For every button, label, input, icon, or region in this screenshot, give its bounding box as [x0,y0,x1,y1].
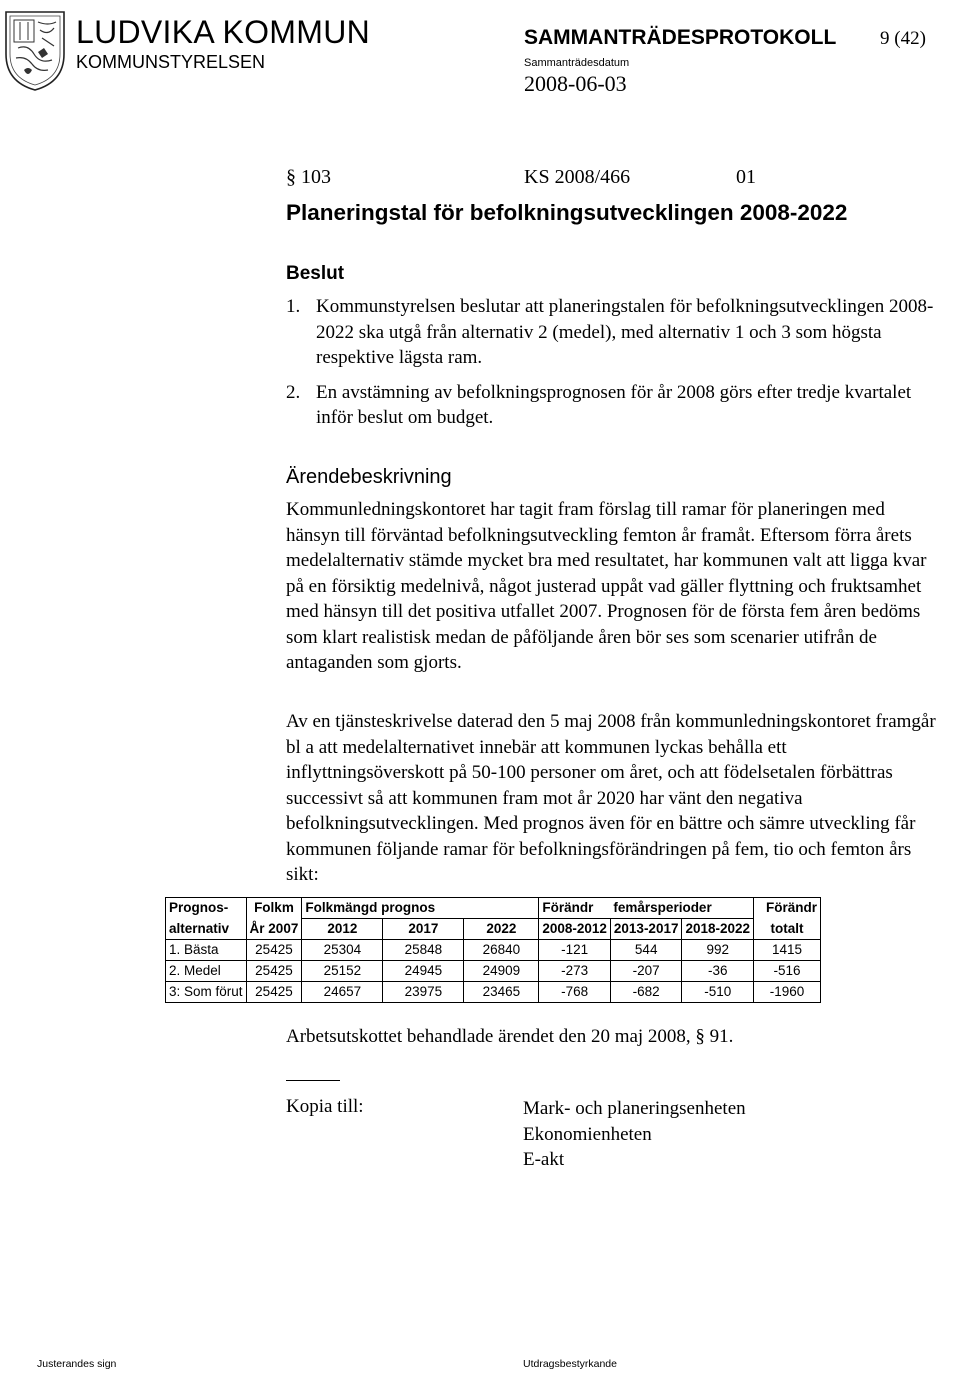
copy-recipient: Ekonomienheten [523,1123,652,1145]
separator-line [286,1080,340,1081]
table-cell: 25152 [302,961,383,982]
table-cell: 25425 [246,982,302,1003]
table-cell: 24945 [383,961,464,982]
table-row [166,940,821,961]
copy-recipient: Mark- och planeringsenheten [523,1098,746,1119]
table-cell: 25848 [383,940,464,961]
table-cell: -768 [539,982,611,1003]
table-header-cell: Förändr [539,898,611,919]
forecast-table [165,897,821,1003]
table-cell: 25425 [246,940,302,961]
filing-code: 01 [736,166,756,188]
copy-recipient-list [523,1096,746,1173]
table-cell: 23465 [464,982,539,1003]
table-header-row [166,919,821,940]
table-cell: -1960 [754,982,821,1003]
copy-recipient: E-akt [523,1149,565,1170]
table-header-cell: Prognos- [166,898,247,919]
decision-item-text: Kommunstyrelsen beslutar att planeringstalen för befolkningsutvecklingen 2008-2022 ska utgå från alternativ 2 (medel), med alternativ 1 och 3 som högsta respektive lägsta ram. [316,296,934,368]
table-cell: 2. Medel [166,961,247,982]
table-cell: -510 [682,982,754,1003]
table-cell: -273 [539,961,611,982]
decision-item [286,294,936,371]
meeting-date-label: Sammanträdesdatum [524,57,630,69]
table-header-cell: År 2007 [246,919,302,940]
table-header-cell: Folkm [246,898,302,919]
table-cell: 544 [610,940,682,961]
description-paragraph: Kommunledningskontoret har tagit fram förslag till ramar för planeringen med hänsyn till förväntad befolkningsutveckling femton år framåt. Eftersom förra årets medelalternativ stämde mycket bra med resultatet, har kommunen valt att ligga kvar på en försiktig medelnivå, något justerad uppåt vad gäller flyttning och fruktsamhet med hänsyn till det positiva utfallet 2007. Prognosen för de första fem åren bedöms som klart realistisk medan de påföljande åren bör ses som scenarier utifrån de antaganden som gjorts. [286,499,927,673]
committee-processing-note: Arbetsutskottet behandlade ärendet den 20 maj 2008, § 91. [286,1026,734,1047]
table-header-cell: femårsperioder [610,898,753,919]
table-header-cell: alternativ [166,919,247,940]
table-cell: -516 [754,961,821,982]
table-header-cell: totalt [754,919,821,940]
table-cell: 26840 [464,940,539,961]
organization-name: LUDVIKA KOMMUN [76,14,371,50]
table-header-cell: 2018-2022 [682,919,754,940]
table-cell: 1415 [754,940,821,961]
table-cell: -121 [539,940,611,961]
table-cell: -36 [682,961,754,982]
case-number: KS 2008/466 [524,166,631,188]
coat-of-arms-logo [4,8,66,92]
table-cell: 1. Bästa [166,940,247,961]
table-cell: -682 [610,982,682,1003]
table-header-cell: 2017 [383,919,464,940]
table-header-cell: 2013-2017 [610,919,682,940]
decision-item-number: 2. [286,381,301,403]
document-type: SAMMANTRÄDESPROTOKOLL [524,26,837,49]
copy-to-label: Kopia till: [286,1096,364,1117]
table-cell: 992 [682,940,754,961]
description-paragraph: Av en tjänsteskrivelse daterad den 5 maj 2008 från kommunledningskontoret framgår bl a att medelalternativet innebär att kommunen lyckas behålla ett inflyttningsöverskott på 50-100 personer om året, och att födelsetalen förbättras successivt så att kommunen fram mot år 2020 har vänt den negativa befolkningsutvecklingen. Med prognos även för en bättre och sämre utveckling får kommunen följande ramar för befolkningsförändringen på fem, tio och femton års sikt: [286,711,936,885]
decision-list [286,294,936,440]
table-header-row [166,898,821,919]
table-header-cell: 2008-2012 [539,919,611,940]
description-heading: Ärendebeskrivning [286,466,452,488]
table-cell: -207 [610,961,682,982]
table-row [166,961,821,982]
extract-certification-label: Utdragsbestyrkande [523,1358,617,1370]
table-cell: 3: Som förut [166,982,247,1003]
table-cell: 24657 [302,982,383,1003]
table-header-cell: 2012 [302,919,383,940]
table-cell: 24909 [464,961,539,982]
case-title: Planeringstal för befolkningsutvecklingen 2008-2022 [286,200,848,225]
paragraph-number: § 103 [286,166,331,188]
adjuster-signature-label: Justerandes sign [37,1358,117,1370]
table-row [166,982,821,1003]
decision-item [286,380,936,431]
decision-heading: Beslut [286,263,345,284]
table-cell: 23975 [383,982,464,1003]
organization-department: KOMMUNSTYRELSEN [76,52,266,72]
decision-item-text: En avstämning av befolkningsprognosen för år 2008 görs efter tredje kvartalet inför beslut om budget. [316,381,912,428]
decision-item-number: 1. [286,296,301,317]
table-cell: 25425 [246,961,302,982]
table-header-cell: Folkmängd prognos [302,898,539,919]
table-cell: 25304 [302,940,383,961]
page-number: 9 (42) [880,28,926,49]
table-header-cell: 2022 [464,919,539,940]
table-header-cell: Förändr [754,898,821,919]
meeting-date: 2008-06-03 [524,71,627,96]
